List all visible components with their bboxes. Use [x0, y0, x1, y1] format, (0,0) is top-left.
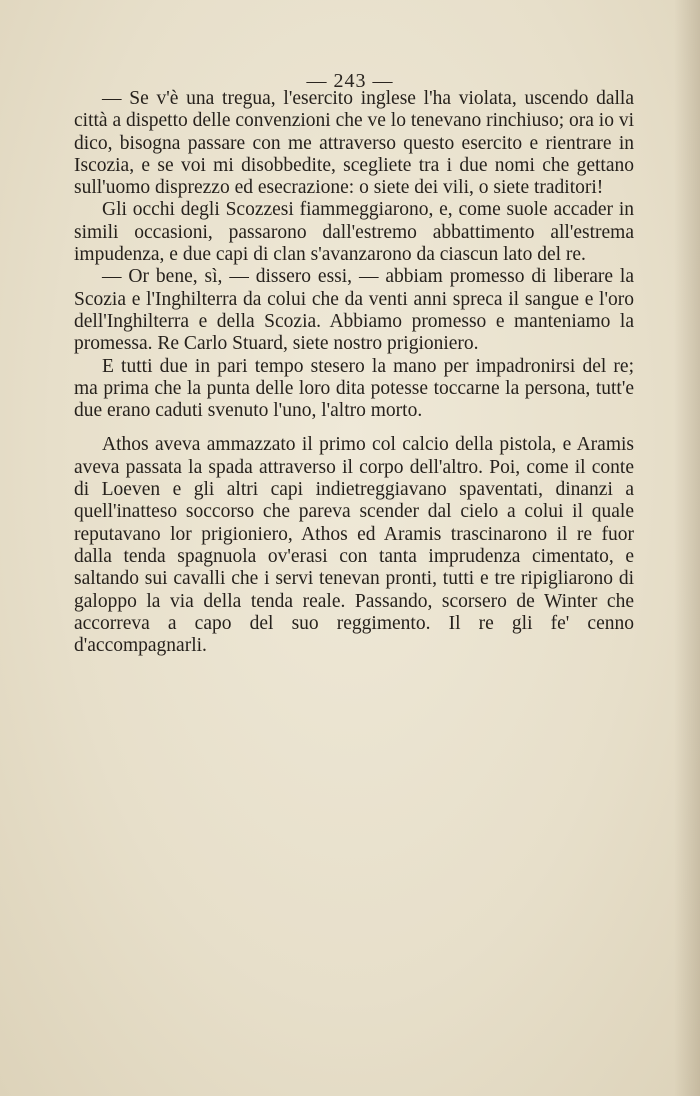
paragraph-1: — Se v'è una tregua, l'esercito inglese l'ha violata, uscendo dalla città a dispetto delle convenzioni che ve lo tenevano rinchiuso; ora io vi dico, bisogna passare con me attraverso questo esercito e rientrare in Iscozia, e se voi mi disobbedite, scegliete tra i due nomi che gettano sull'uomo disprezzo ed esecrazione: o siete dei vili, o siete traditori! — [74, 88, 634, 199]
page-edge-shadow — [674, 0, 700, 1096]
paragraph-4: E tutti due in pari tempo stesero la mano per impadronirsi del re; ma prima che la punta delle loro dita potesse toccarne la persona, tutt'e due erano caduti svenuto l'uno, l'altro morto. — [74, 355, 634, 422]
page-number: — 243 — — [306, 70, 394, 92]
body-text — [74, 88, 634, 657]
paragraph-5: Athos aveva ammazzato il primo col calcio della pistola, e Aramis aveva passata la spada attraverso il corpo dell'altro. Poi, come il conte di Loeven e gli altri capi indietreggiavano spaventati, dinanzi a quell'inatteso soccorso che pareva scender dal cielo a colui il quale reputavano lor prigioniero, Athos ed Aramis trascinarono il re fuor dalla tenda spagnuola ov'erasi con tanta imprudenza cimentato, e saltando sui cavalli che i servi tenevan pronti, tutti e tre ripigliarono di galoppo la via della tenda reale. Passando, scorsero de Winter che accorreva a capo del suo reggimento. Il re gli fe' cenno d'accompagnarli. — [74, 434, 634, 657]
paragraph-3: — Or bene, sì, — dissero essi, — abbiam promesso di liberare la Scozia e l'Inghilterra da colui che da venti anni spreca il sangue e l'oro dell'Inghilterra e della Scozia. Abbiamo promesso e manteniamo la promessa. Re Carlo Stuard, siete nostro prigioniero. — [74, 266, 634, 355]
paragraph-2: Gli occhi degli Scozzesi fiammeggiarono, e, come suole accader in simili occasioni, passarono dall'estremo abbattimento all'estrema impudenza, e due capi di clan s'avanzarono da ciascun lato del re. — [74, 199, 634, 266]
